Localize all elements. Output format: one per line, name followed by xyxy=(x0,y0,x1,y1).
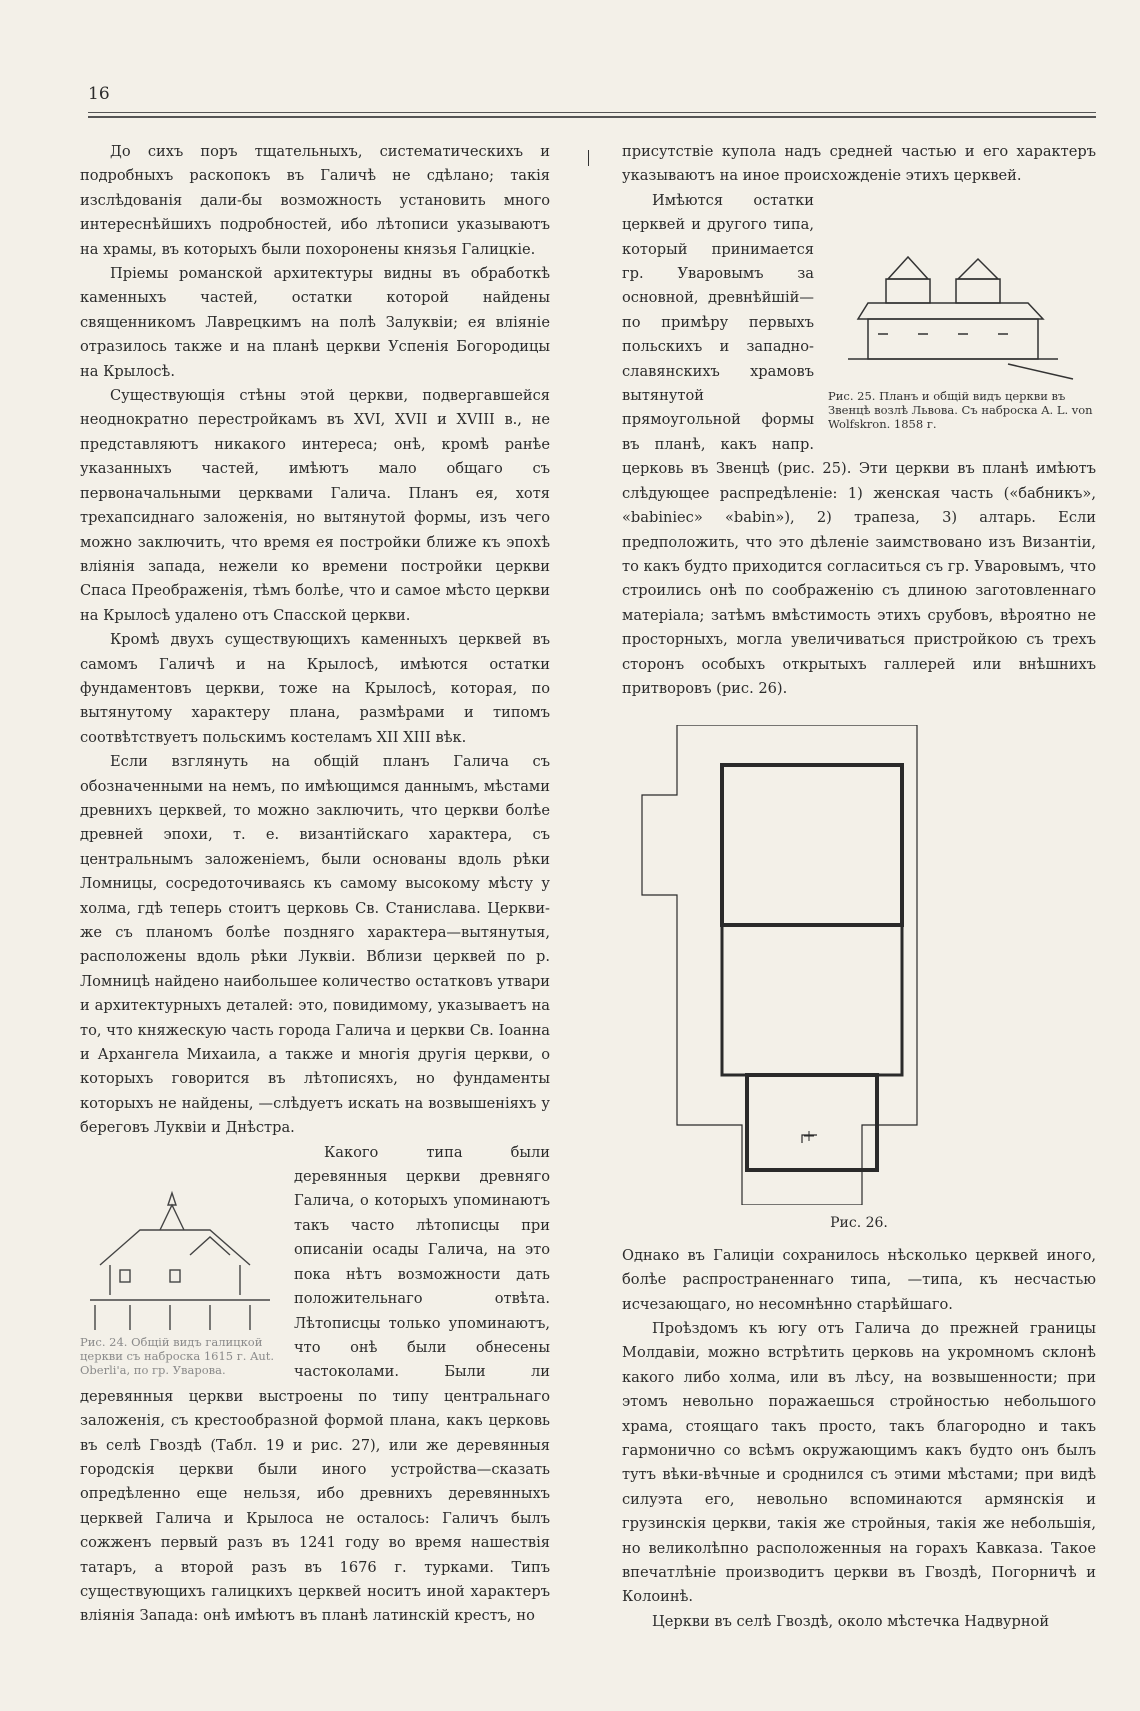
figure-24 xyxy=(80,1185,280,1377)
paragraph: Пріемы романской архитектуры видны въ обработкѣ каменныхъ частей, остатки которой найдены священникомъ Лаврецкимъ на полѣ Залуквіи; ея вліяніе отразилось также и на планѣ церкви Успенія Богородицы на Крылосѣ. xyxy=(80,265,550,380)
paragraph: До сихъ поръ тщательныхъ, систематическихъ и подробныхъ раскопокъ въ Галичѣ не сдѣлано; такія изслѣдованія дали-бы возможность установить много интереснѣйшихъ подробностей, ибо лѣтописи указываютъ на храмы, въ которыхъ были похоронены князья Галицкіе. xyxy=(80,143,550,258)
header-rule-thick xyxy=(88,116,1096,118)
paragraph-with-figure xyxy=(622,189,1096,702)
figure-24-caption: Рис. 24. Общій видъ галицкой церкви съ наброска 1615 г. Aut. Oberli'a, по гр. Уварова. xyxy=(80,1334,275,1377)
paragraph: Имѣются остатки церквей и другого типа, который принимается гр. Уваровымъ за основной, древнѣйшій—по примѣру первыхъ польскихъ и западно-славянскихъ храмовъ вытянутой прямоугольной формы въ планѣ, какъ напр. церковь въ Звенцѣ (рис. 25). Эти церкви въ планѣ имѣютъ слѣдующее распредѣленіе: 1) женская часть («бабникъ», «babiniec» «babin»), 2) трапеза, 3) алтарь. Если предположить, что это дѣленіе заимствовано изъ Византіи, то какъ будто приходится согласиться съ гр. Уваровымъ, что строились онѣ по соображенію съ длиною заготовленнаго матеріала; затѣмъ вмѣстимость этихъ срубовъ, вѣроятно не просторныхъ, могла увеличиваться пристройкою съ трехъ сторонъ особыхъ открытыхъ галлерей или внѣшнихъ притворовъ (рис. 26). xyxy=(622,191,1096,697)
paragraph: Кромѣ двухъ существующихъ каменныхъ церквей въ самомъ Галичѣ и на Крылосѣ, имѣются остатки фундаментовъ церкви, тоже на Крылосѣ, которая, по вытянутому характеру плана, размѣрами и типомъ соотвѣтствуетъ польскимъ костеламъ XII XIII вѣк. xyxy=(80,631,550,746)
figure-26-caption: Рис. 26. xyxy=(830,1215,888,1232)
paragraph: присутствіе купола надъ средней частью и его характеръ указываютъ на иное происхожденіе этихъ церквей. xyxy=(622,143,1096,185)
figure-25 xyxy=(828,239,1096,431)
paragraph: Церкви въ селѣ Гвоздѣ, около мѣстечка Надвурной xyxy=(652,1612,1050,1630)
right-column xyxy=(622,140,1096,1634)
church-sketch-image xyxy=(80,1185,280,1335)
paragraph: Если взглянуть на общій планъ Галича съ обозначенными на немъ, по имѣющимся даннымъ, мѣстами древнихъ церквей, то можно заключить, что церкви болѣе древней эпохи, т. е. византійскаго характера, съ центральнымъ заложеніемъ, были основаны вдоль рѣки Ломницы, сосредоточиваясь къ самому высокому мѣсту у холма, гдѣ теперь стоитъ церковь Св. Станислава. Церкви-же съ планомъ болѣе поздняго характера—вытянутыя, расположены вдоль рѣки Луквіи. Вблизи церквей по р. Ломницѣ найдено наибольшее количество остатковъ утвари и архитектурныхъ деталей: это, повидимому, указываетъ на то, что княжескую часть города Галича и церкви Св. Іоанна и Архангела Михаила, а также и многія другія церкви, о которыхъ говорится въ лѣтописяхъ, но фундаменты которыхъ не найдены, —слѣдуетъ искать на возвышеніяхъ у береговъ Луквіи и Днѣстра. xyxy=(80,753,550,1137)
paragraph: Проѣздомъ къ югу отъ Галича до прежней границы Молдавіи, можно встрѣтить церковь на укромномъ склонѣ какого либо холма, или въ лѣсу, на возвышенности; при этомъ невольно поражаешься стройностью небольшого храма, стоящаго такъ просто, такъ благородно и такъ гармонично со всѣмъ окружающимъ какъ будто онъ былъ тутъ вѣки-вѣчные и сроднился съ этими мѣстами; при видѣ силуэта его, невольно вспоминаются армянскія и грузинскія церкви, такія же стройныя, такія же небольшія, но великолѣпно расположенныя на горахъ Кавказа. Такое впечатлѣніе производитъ церкви въ Гвоздѣ, Погорничѣ и Колоинѣ. xyxy=(622,1319,1096,1606)
paragraph: Однако въ Галиціи сохранилось нѣсколько церквей иного, болѣе распространеннаго типа, —типа, къ несчастью исчезающаго, но несомнѣнно старѣйшаго. xyxy=(622,1246,1096,1313)
column-divider-mark xyxy=(588,150,589,166)
church-sketch-image xyxy=(828,239,1096,389)
paragraph-with-figure xyxy=(80,1141,550,1629)
church-floor-plan xyxy=(622,725,1096,1205)
left-column xyxy=(80,140,550,1629)
header-rule xyxy=(88,112,1096,113)
figure-25-caption: Рис. 25. Планъ и общій видъ церкви въ Звенцѣ возлѣ Львова. Съ наброска A. L. von Wolfskron. 1858 г. xyxy=(828,388,1093,431)
figure-26 xyxy=(622,725,1096,1235)
paragraph: Какого типа были деревянныя церкви древняго Галича, о которыхъ упоминаютъ такъ часто лѣтописцы при описаніи осады Галича, на это пока нѣтъ возможности дать положительнаго отвѣта. Лѣтописцы только упоминаютъ, что онѣ были обнесены частоколами. Были ли деревянныя церкви выстроены по типу центральнаго заложенія, съ крестообразной формой плана, какъ церковь въ селѣ Гвоздѣ (Табл. 19 и рис. 27), или же деревянныя городскія церкви были иного устройства—сказать опредѣленно еще нельзя, ибо древнихъ деревянныхъ церквей Галича и Крылоса не осталось: Галичъ былъ сожженъ первый разъ въ 1241 году во время нашествія татаръ, а второй разъ въ 1676 г. турками. Типъ существующихъ галицкихъ церквей носитъ иной характеръ вліянія Запада: онѣ имѣютъ въ планѣ латинскій крестъ, но xyxy=(80,1143,550,1625)
paragraph: Существующія стѣны этой церкви, подвергавшейся неоднократно перестройкамъ въ XVI, XVII и XVIII в., не представляютъ никакого интереса; онѣ, кромѣ ранѣе указанныхъ частей, имѣютъ мало общаго съ первоначальными церквами Галича. Планъ ея, хотя трехапсиднаго заложенія, но вытянутой формы, изъ чего можно заключить, что время ея постройки ближе къ эпохѣ вліянія запада, нежели ко времени постройки церкви Спаса Преображенія, тѣмъ болѣе, что и самое мѣсто церкви на Крылосѣ удалено отъ Спасской церкви. xyxy=(80,387,550,624)
page-number: 16 xyxy=(88,84,110,104)
